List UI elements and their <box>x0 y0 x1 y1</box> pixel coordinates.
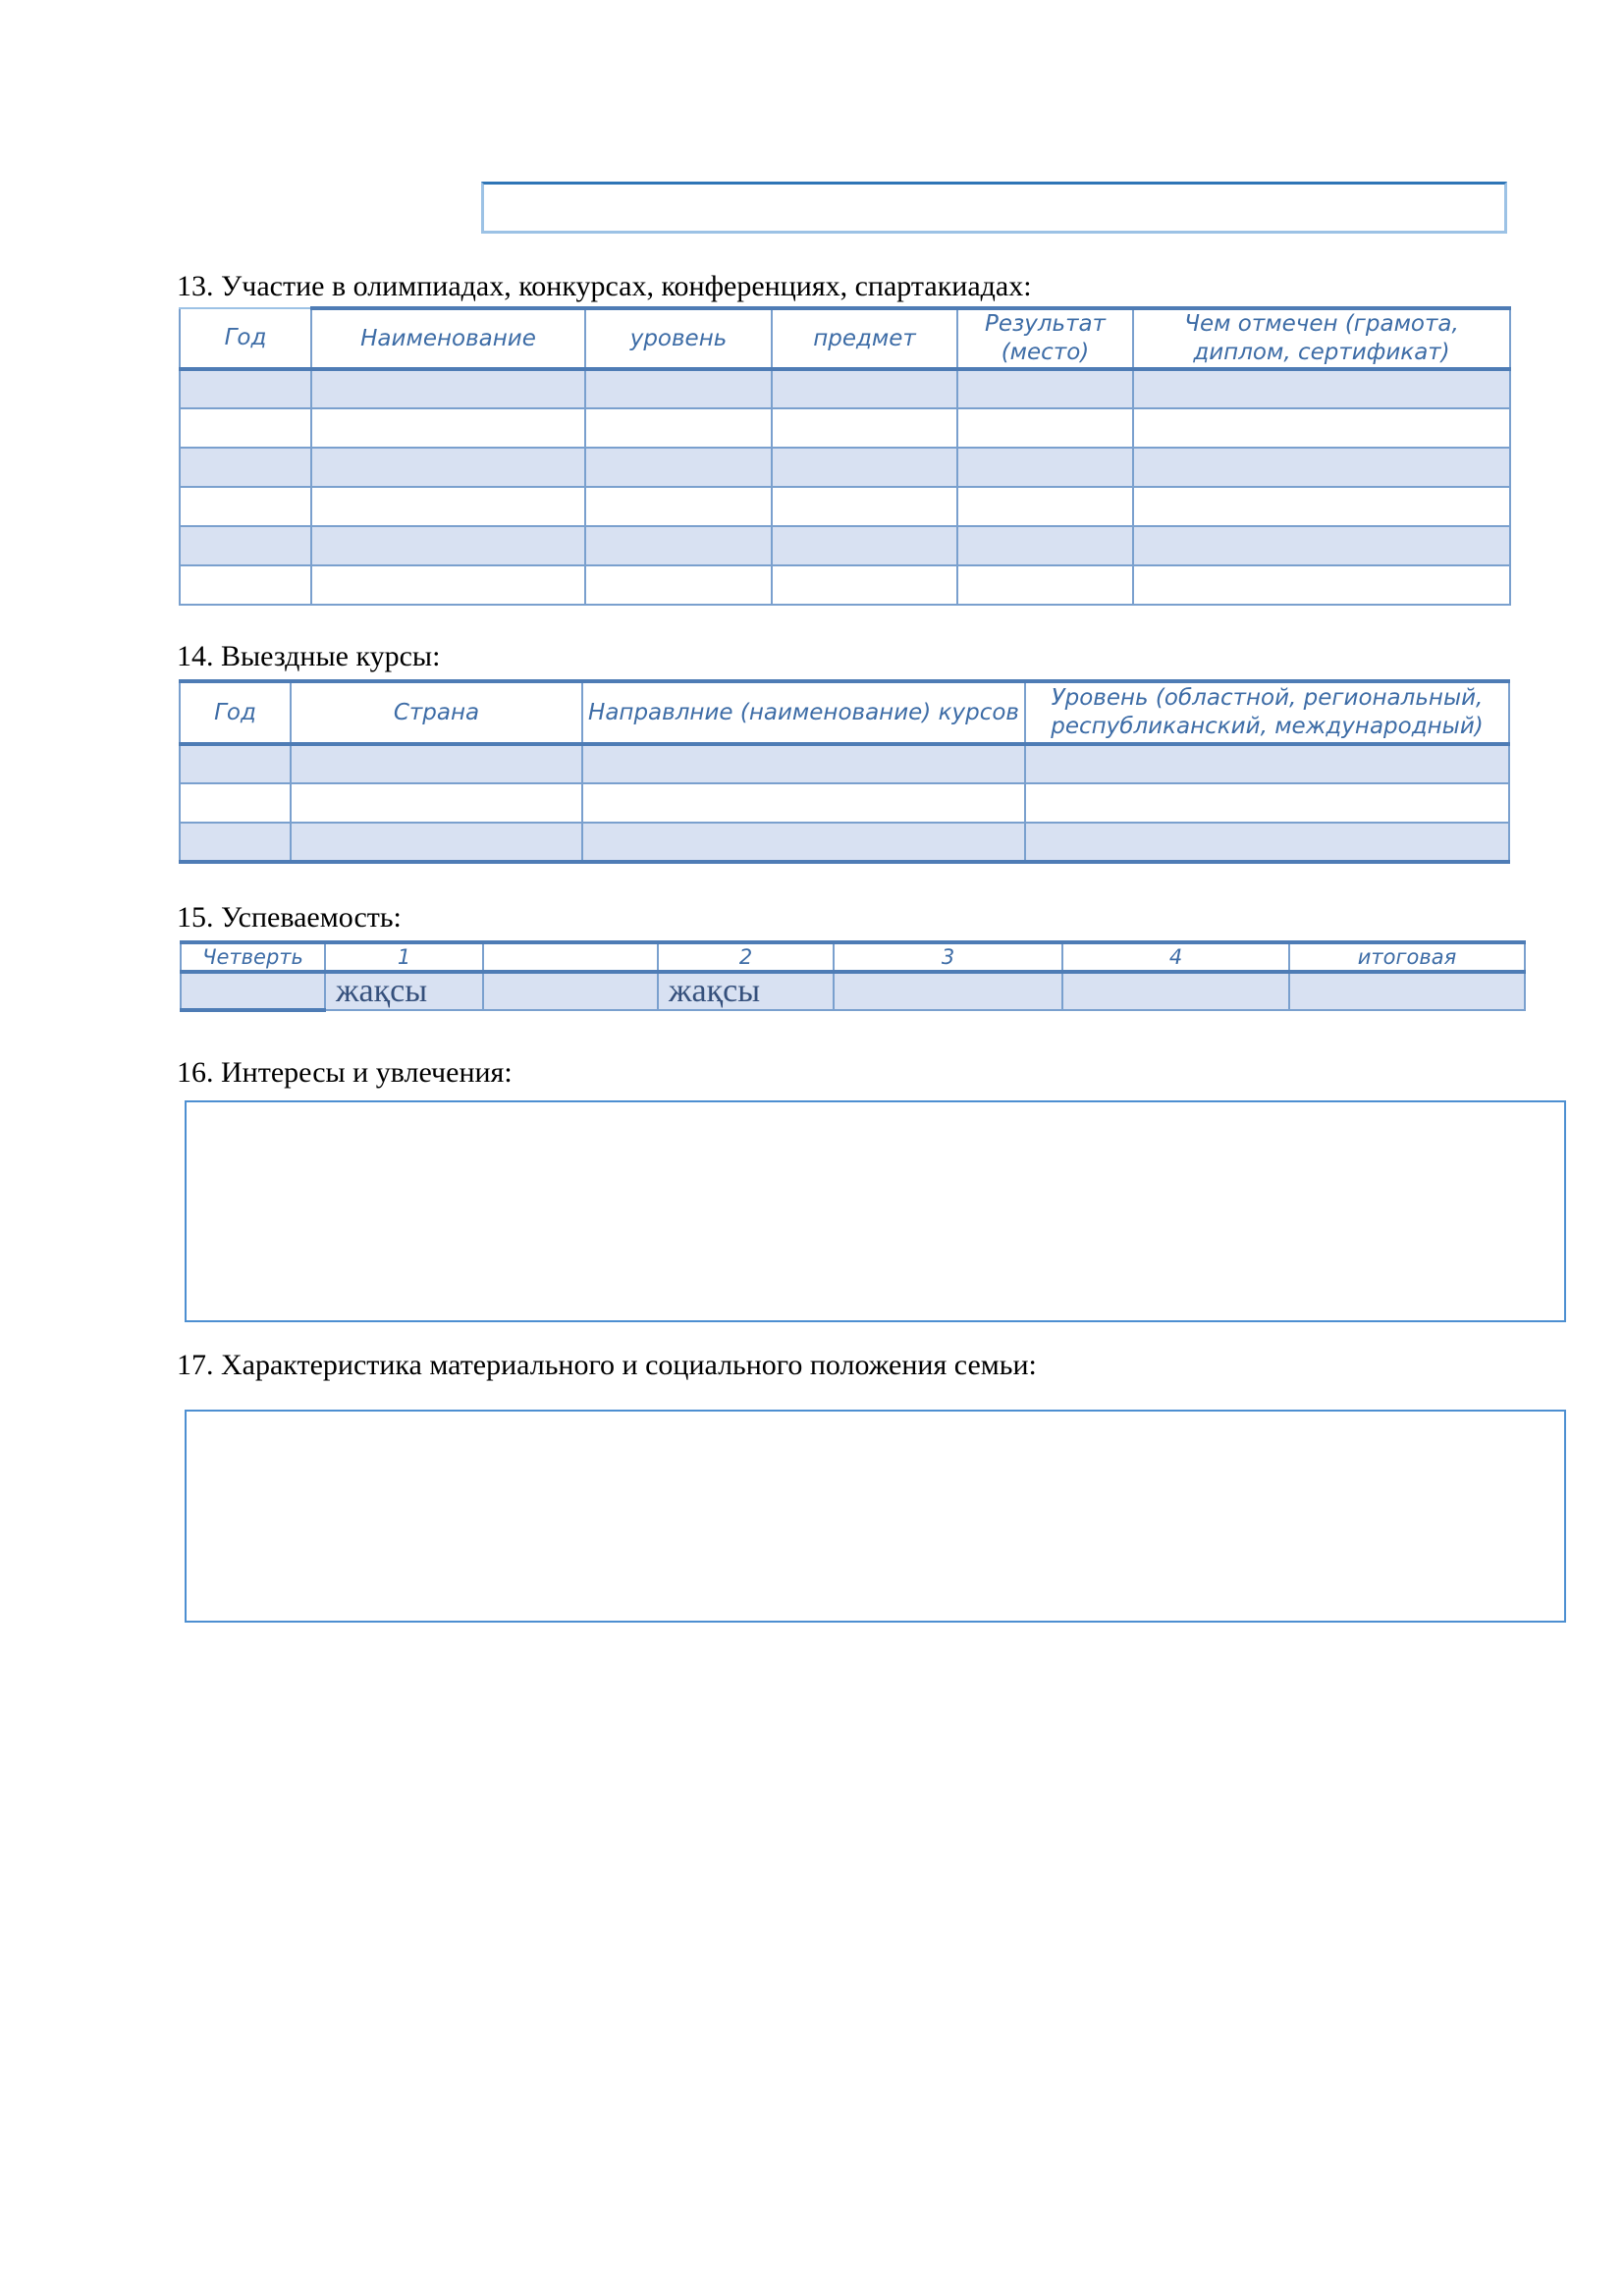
empty-cell[interactable] <box>957 408 1133 448</box>
empty-cell[interactable] <box>1289 972 1525 1010</box>
empty-cell[interactable] <box>311 448 585 487</box>
table-row <box>180 783 1509 823</box>
empty-cell[interactable] <box>585 565 772 605</box>
empty-cell[interactable] <box>291 823 582 862</box>
empty-cell[interactable] <box>957 526 1133 565</box>
offsite-courses-table <box>179 679 1510 864</box>
empty-cell[interactable] <box>957 487 1133 526</box>
empty-cell[interactable] <box>834 972 1062 1010</box>
column-header-name: Наименование <box>311 308 585 369</box>
section-15-title: 15. Успеваемость: <box>177 901 402 934</box>
empty-cell[interactable] <box>585 369 772 408</box>
table-header-row <box>180 681 1509 744</box>
empty-cell[interactable] <box>180 487 311 526</box>
empty-cell[interactable] <box>1133 565 1510 605</box>
empty-cell[interactable] <box>181 972 325 1010</box>
empty-cell[interactable] <box>311 526 585 565</box>
grades-row <box>181 972 1525 1010</box>
grades-table <box>180 940 1526 1012</box>
empty-cell[interactable] <box>772 526 957 565</box>
empty-cell[interactable] <box>582 744 1025 783</box>
empty-cell[interactable] <box>180 744 291 783</box>
empty-cell[interactable] <box>311 408 585 448</box>
empty-cell[interactable] <box>772 487 957 526</box>
empty-cell[interactable] <box>772 448 957 487</box>
empty-cell[interactable] <box>585 408 772 448</box>
column-header-blank <box>483 942 658 972</box>
column-header-country: Страна <box>291 681 582 744</box>
table-row <box>180 408 1510 448</box>
column-header-year: Год <box>180 681 291 744</box>
table-header-row <box>181 942 1525 972</box>
olympiads-participation-table <box>179 306 1511 606</box>
column-header-subject: предмет <box>772 308 957 369</box>
empty-cell[interactable] <box>585 526 772 565</box>
empty-cell[interactable] <box>483 972 658 1010</box>
column-header-course: Направлние (наименование) курсов <box>582 681 1025 744</box>
empty-cell[interactable] <box>180 448 311 487</box>
empty-cell[interactable] <box>957 448 1133 487</box>
column-header-q3: 3 <box>834 942 1062 972</box>
table-header-row <box>180 308 1510 369</box>
table-row <box>180 487 1510 526</box>
column-header-year: Год <box>180 308 311 369</box>
table-row <box>180 448 1510 487</box>
empty-cell[interactable] <box>180 823 291 862</box>
table-row <box>180 526 1510 565</box>
empty-cell[interactable] <box>1025 744 1509 783</box>
empty-cell[interactable] <box>1062 972 1289 1010</box>
empty-cell[interactable] <box>1025 823 1509 862</box>
empty-cell[interactable] <box>582 823 1025 862</box>
empty-cell[interactable] <box>180 565 311 605</box>
empty-cell[interactable] <box>582 783 1025 823</box>
empty-cell[interactable] <box>585 487 772 526</box>
empty-cell[interactable] <box>311 369 585 408</box>
empty-cell[interactable] <box>291 744 582 783</box>
table-row <box>180 369 1510 408</box>
empty-cell[interactable] <box>772 369 957 408</box>
empty-cell[interactable] <box>180 408 311 448</box>
empty-cell[interactable] <box>1133 487 1510 526</box>
section-17-title: 17. Характеристика материального и социального положения семьи: <box>177 1349 1037 1381</box>
column-header-q4: 4 <box>1062 942 1289 972</box>
family-status-box[interactable] <box>185 1410 1566 1623</box>
empty-cell[interactable] <box>1025 783 1509 823</box>
empty-cell[interactable] <box>585 448 772 487</box>
column-header-level: Уровень (областной, региональный, республиканский, международный) <box>1025 681 1509 744</box>
section-13-title: 13. Участие в олимпиадах, конкурсах, конференциях, спартакиадах: <box>177 270 1032 302</box>
empty-cell[interactable] <box>1133 369 1510 408</box>
column-header-award: Чем отмечен (грамота, диплом, сертификат) <box>1133 308 1510 369</box>
section-16-title: 16. Интересы и увлечения: <box>177 1056 513 1089</box>
empty-cell[interactable] <box>180 526 311 565</box>
empty-cell[interactable] <box>180 783 291 823</box>
table-row <box>180 823 1509 862</box>
empty-cell[interactable] <box>772 408 957 448</box>
column-header-level: уровень <box>585 308 772 369</box>
column-header-q1: 1 <box>325 942 483 972</box>
empty-cell[interactable] <box>1133 408 1510 448</box>
grade-q1-value[interactable]: жақсы <box>325 972 483 1010</box>
table-row <box>180 565 1510 605</box>
empty-cell[interactable] <box>180 369 311 408</box>
column-header-q2: 2 <box>658 942 834 972</box>
column-header-final: итоговая <box>1289 942 1525 972</box>
column-header-result: Результат (место) <box>957 308 1133 369</box>
empty-cell[interactable] <box>957 565 1133 605</box>
grade-q2-value[interactable]: жақсы <box>658 972 834 1010</box>
empty-cell[interactable] <box>311 487 585 526</box>
empty-cell[interactable] <box>1133 526 1510 565</box>
empty-cell[interactable] <box>957 369 1133 408</box>
empty-cell[interactable] <box>311 565 585 605</box>
empty-cell[interactable] <box>291 783 582 823</box>
interests-hobbies-box[interactable] <box>185 1100 1566 1322</box>
top-empty-text-box[interactable] <box>481 182 1507 234</box>
empty-cell[interactable] <box>1133 448 1510 487</box>
section-14-title: 14. Выездные курсы: <box>177 640 441 672</box>
table-row <box>180 744 1509 783</box>
column-header-quarter: Четверть <box>181 942 325 972</box>
empty-cell[interactable] <box>772 565 957 605</box>
